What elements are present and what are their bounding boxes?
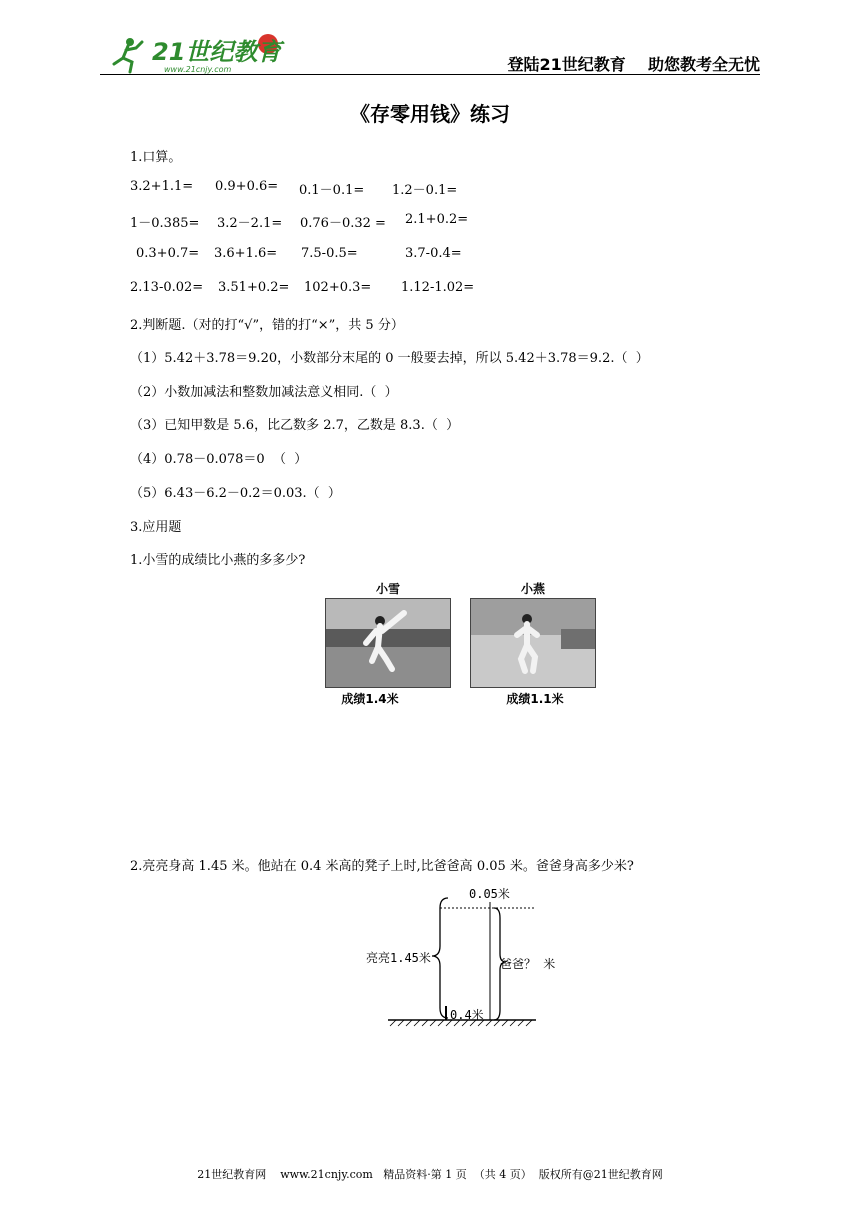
q1-heading: 1.口算。	[130, 150, 182, 165]
photo-caption-name: 小燕	[520, 582, 545, 596]
label-0-05m: 0.05米	[469, 887, 510, 901]
q1-cell: 0.9+0.6=	[215, 179, 279, 194]
q1-cell: 2.13-0.02=	[130, 280, 204, 295]
score-xiaoyan: 成绩1.1米	[506, 692, 564, 706]
q2-item: （3）已知甲数是 5.6，比乙数多 2.7，乙数是 8.3.（ ）	[130, 418, 460, 433]
q3-problem2: 2.亮亮身高 1.45 米。他站在 0.4 米高的凳子上时,比爸爸高 0.05 米。爸爸身高多少米?	[130, 859, 634, 874]
header-divider	[100, 74, 760, 75]
logo-url: www.21cnjy.com	[164, 65, 232, 74]
q1-cell: 3.6+1.6=	[214, 246, 278, 261]
photo-xiaoxue-jump	[325, 598, 451, 688]
site-logo	[108, 30, 288, 76]
header-slogan: 登陆21世纪教育 助您教考全无忧	[507, 55, 760, 74]
q1-cell: 2.1+0.2=	[405, 212, 469, 227]
q1-cell: 0.1－0.1=	[299, 183, 365, 198]
q2-item: （5）6.43－6.2－0.2＝0.03.（ ）	[130, 486, 341, 501]
q1-cell: 3.2－2.1=	[217, 216, 283, 231]
logo-graphic	[108, 30, 288, 76]
photo-xiaoyan-jump	[470, 598, 596, 688]
q1-cell: 3.7-0.4=	[405, 246, 462, 261]
q2-heading: 2.判断题.（对的打“√”，错的打“×”，共 5 分）	[130, 318, 404, 333]
q1-cell: 0.3+0.7=	[136, 246, 200, 261]
q1-cell: 3.51+0.2=	[218, 280, 290, 295]
q1-cell: 7.5-0.5=	[301, 246, 358, 261]
q2-item: （2）小数加减法和整数加减法意义相同.（ ）	[130, 385, 398, 400]
page-title: 《存零用钱》练习	[350, 102, 510, 126]
q3-problem1: 1.小雪的成绩比小燕的多多少?	[130, 553, 306, 568]
photo-caption-name: 小雪	[375, 582, 400, 596]
label-stool-height: 0.4米	[450, 1008, 484, 1022]
q1-cell: 1.12-1.02=	[401, 280, 475, 295]
q2-item: （1）5.42＋3.78＝9.20，小数部分末尾的 0 一般要去掉，所以 5.42＋3.78＝9.2.（ ）	[130, 351, 649, 366]
logo-text: 21世纪教育	[152, 38, 282, 66]
score-xiaoxue: 成绩1.4米	[341, 692, 399, 706]
q3-heading: 3.应用题	[130, 520, 182, 535]
page-footer: 21世纪教育网 www.21cnjy.com 精品资料·第 1 页 （共 4 页） 版权所有@21世纪教育网	[197, 1168, 663, 1181]
q1-cell: 0.76－0.32 =	[300, 216, 386, 231]
q2-item: （4）0.78－0.078＝0 （ ）	[130, 452, 308, 467]
label-dad-height: 爸爸？ 米	[500, 957, 556, 971]
q1-cell: 1－0.385=	[130, 216, 200, 231]
label-liangliang-height: 亮亮1.45米	[366, 951, 431, 965]
q1-cell: 3.2+1.1=	[130, 179, 194, 194]
q1-cell: 102+0.3=	[304, 280, 372, 295]
q1-cell: 1.2－0.1=	[392, 183, 458, 198]
